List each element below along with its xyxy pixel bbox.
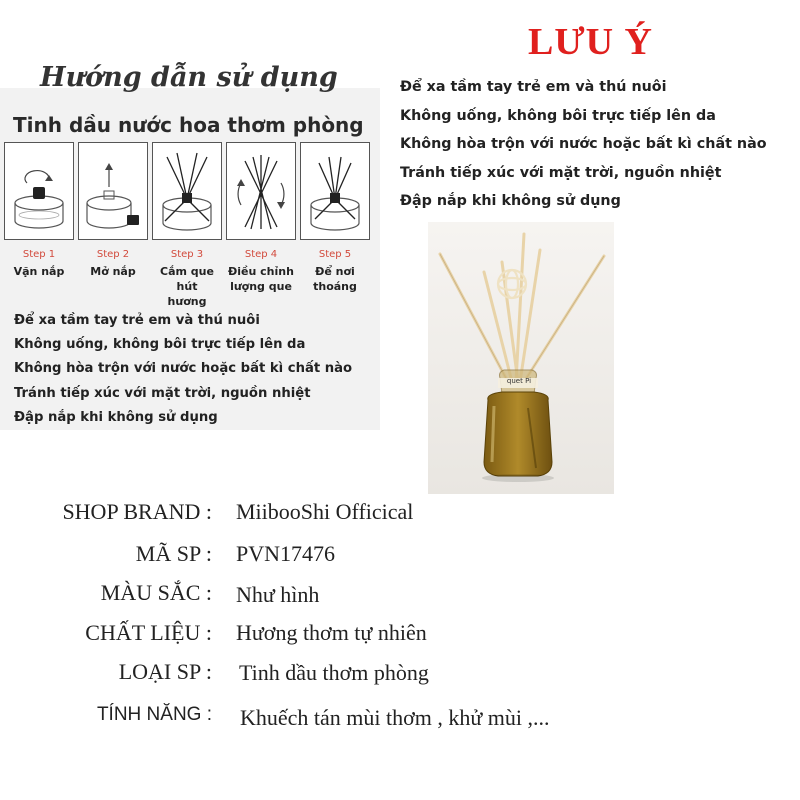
step-2-number: Step 2 <box>96 249 130 260</box>
step-5-label: Để nơi thoáng <box>313 265 357 293</box>
guide-notes-list <box>14 309 352 430</box>
step-4-number: Step 4 <box>244 249 278 260</box>
spec-label-color: MÀU SẮC : <box>100 580 212 605</box>
step-5-number: Step 5 <box>318 249 352 260</box>
step-5-illustration <box>300 142 370 240</box>
step-2-label: Mở nắp <box>90 265 136 278</box>
spec-label-brand: SHOP BRAND : <box>62 499 212 524</box>
step-3-number: Step 3 <box>170 249 204 260</box>
spec-value-color: Như hình <box>236 582 320 607</box>
guide-note: Tránh tiếp xúc với mặt trời, nguồn nhiệt <box>14 385 311 401</box>
spec-value-type: Tinh dầu thơm phòng <box>239 660 429 685</box>
spec-value-features: Khuếch tán mùi thơm , khử mùi ,... <box>240 705 550 730</box>
step-1-illustration <box>4 142 74 240</box>
spec-value-brand: MiibooShi Officical <box>236 499 414 524</box>
adjust-sticks-icon <box>227 143 295 239</box>
product-photo <box>428 222 614 494</box>
step-1-number: Step 1 <box>22 249 56 260</box>
guide-note: Đập nắp khi không sử dụng <box>14 409 218 425</box>
guide-subtitle: Tinh dầu nước hoa thơm phòng <box>13 113 364 137</box>
step-1-label: Vặn nắp <box>13 265 65 278</box>
bottle-label: quet Pi <box>506 377 532 385</box>
notice-item: Đập nắp khi không sử dụng <box>400 193 621 210</box>
jar-with-sticks-icon <box>153 143 221 239</box>
step-2-illustration <box>78 142 148 240</box>
spec-label-sku: MÃ SP : <box>135 541 212 566</box>
jar-open-cap-icon <box>79 143 147 239</box>
notice-item: Tránh tiếp xúc với mặt trời, nguồn nhiệt <box>400 164 722 181</box>
spec-label-type: LOẠI SP : <box>118 659 212 684</box>
spec-value-material: Hương thơm tự nhiên <box>236 620 427 645</box>
notice-item: Để xa tầm tay trẻ em và thú nuôi <box>400 79 667 95</box>
step-4-illustration <box>226 142 296 240</box>
notice-title: LƯU Ý <box>528 21 653 63</box>
guide-title: Hướng dẫn sử dụng <box>40 62 338 93</box>
jar-with-sticks-icon <box>301 143 369 239</box>
notice-item: Không uống, không bôi trực tiếp lên da <box>400 107 716 124</box>
step-3-illustration <box>152 142 222 240</box>
step-3-label: Cắm que hút hương <box>160 265 214 308</box>
guide-note: Không hòa trộn với nước hoặc bất kì chất nào <box>14 361 353 377</box>
jar-twist-cap-icon <box>5 143 73 239</box>
notice-item: Không hòa trộn với nước hoặc bất kì chất nào <box>400 136 767 153</box>
guide-note: Để xa tầm tay trẻ em và thú nuôi <box>14 313 260 328</box>
spec-label-material: CHẤT LIỆU : <box>85 620 212 645</box>
spec-label-features: TÍNH NĂNG : <box>96 704 212 725</box>
notice-list <box>400 73 767 216</box>
diffuser-bottle-illustration <box>428 222 614 494</box>
guide-note: Không uống, không bôi trực tiếp lên da <box>14 337 306 353</box>
spec-value-sku: PVN17476 <box>236 541 336 566</box>
step-4-label: Điều chỉnh lượng que <box>228 265 294 293</box>
